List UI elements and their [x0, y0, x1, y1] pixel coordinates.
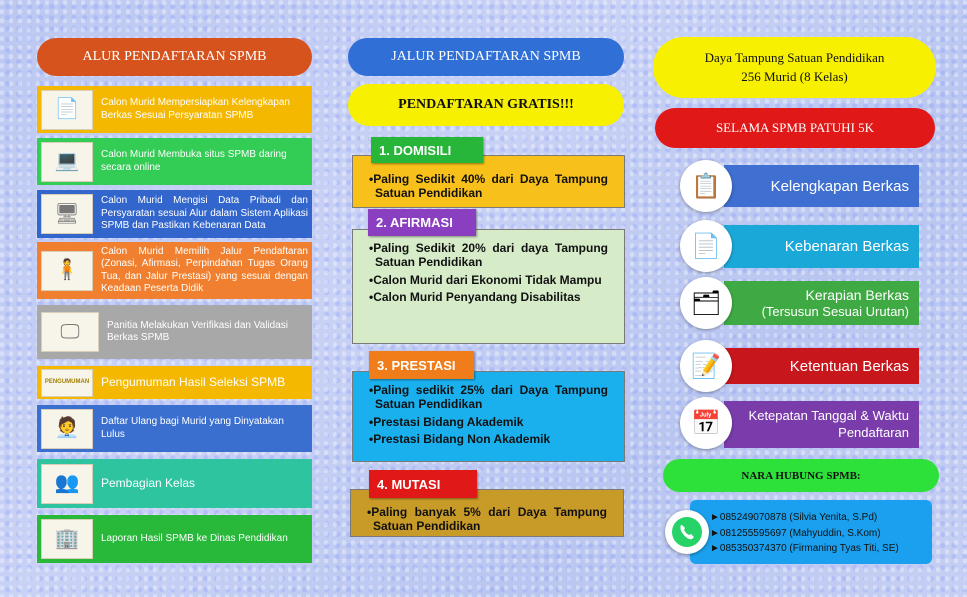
- rules-title: SELAMA SPMB PATUHI 5K: [655, 108, 935, 148]
- contact-line: ►085249070878 (Silvia Yenita, S.Pd): [710, 512, 878, 523]
- flow-step-text: Laporan Hasil SPMB ke Dinas Pendidikan: [101, 532, 288, 544]
- flow-step-7: [37, 405, 312, 452]
- route-item: •Paling banyak 5% dari Daya Tampung Satuan Pendidikan: [367, 505, 607, 533]
- checklist-icon: 📋: [680, 160, 732, 212]
- calendar-clock-icon: 📅: [680, 397, 732, 449]
- route-tag-mutasi: 4. MUTASI: [369, 470, 477, 498]
- rule-subtext: Pendaftaran: [838, 424, 909, 440]
- contact-line: ►081255595697 (Mahyuddin, S.Kom): [710, 527, 881, 539]
- route-item: •Paling Sedikit 20% dari daya Tampung Satuan Pendidikan: [369, 241, 608, 269]
- free-registration-banner: PENDAFTARAN GRATIS!!!: [348, 84, 624, 126]
- route-tag-prestasi: 3. PRESTASI: [369, 351, 474, 379]
- rule-text: Ketentuan Berkas: [789, 357, 909, 375]
- rule-bar-5: [724, 401, 919, 448]
- route-tag-afirmasi: 2. AFIRMASI: [368, 209, 476, 236]
- route-item: •Paling sedikit 25% dari Daya Tampung Satuan Pendidikan: [369, 383, 608, 411]
- flow-step-9: [37, 515, 312, 563]
- flow-step-text: Calon Murid Mengisi Data Pribadi dan Persyaratan sesuai Alur dalam Sistem Aplikasi SPMB dan Pastikan Kebenaran Data: [101, 195, 308, 232]
- route-item: •Calon Murid dari Ekonomi Tidak Mampu: [369, 272, 602, 287]
- rule-text: Ketepatan Tanggal & Waktu: [748, 407, 909, 423]
- folder-stack-icon: 🗂: [680, 277, 732, 329]
- capacity-line1: Daya Tampung Satuan Pendidikan: [704, 49, 885, 65]
- flow-step-text: Calon Murid Memilih Jalur Pendaftaran (Zonasi, Afirmasi, Perpindahan Tugas Orang Tua, dan Jalur Prestasi) yang sesuai dengan Keadaan Peserta Didik: [101, 245, 308, 294]
- route-item: •Paling Sedikit 40% dari Daya Tampung Satuan Pendidikan: [369, 172, 608, 200]
- rule-bar-2: [724, 225, 919, 268]
- rule-subtext: (Tersusun Sesuai Urutan): [761, 303, 909, 319]
- thinking-person-icon: 🧍: [41, 251, 93, 291]
- report-building-icon: 🏢: [41, 519, 93, 559]
- rule-text: Kerapian Berkas: [805, 286, 909, 303]
- route-box-prestasi: [352, 371, 625, 462]
- contact-title: NARA HUBUNG SPMB:: [663, 459, 939, 492]
- flow-step-1: [37, 86, 312, 133]
- flow-step-3: [37, 190, 312, 238]
- flow-step-4: [37, 242, 312, 299]
- document-icon: 📄: [680, 220, 732, 272]
- flow-step-2: [37, 138, 312, 185]
- route-item: •Calon Murid Penyandang Disabilitas: [369, 290, 581, 305]
- flow-step-text: Daftar Ulang bagi Murid yang Dinyatakan Lulus: [101, 416, 284, 440]
- flow-step-6: [37, 366, 312, 399]
- rule-bar-1: [724, 165, 919, 207]
- capacity-banner: [653, 37, 936, 98]
- group-people-icon: 👥: [41, 464, 93, 504]
- form-screen-icon: 🖥: [41, 194, 93, 234]
- route-box-afirmasi: [352, 229, 625, 344]
- monitor-check-icon: 🖵: [41, 312, 99, 352]
- flow-step-5: [37, 305, 312, 359]
- contact-line: ►085350374370 (Firmaning Tyas Titi, SE): [710, 543, 899, 554]
- rule-bar-3: [724, 281, 919, 325]
- contact-box: [690, 500, 932, 564]
- rule-text: Kelengkapan Berkas: [770, 177, 909, 195]
- capacity-line2: 256 Murid (8 Kelas): [741, 68, 848, 84]
- middle-title: JALUR PENDAFTARAN SPMB: [348, 38, 624, 76]
- whatsapp-icon: [665, 510, 709, 554]
- rule-bar-4: [724, 348, 919, 384]
- flow-step-text: Pengumuman Hasil Seleksi SPMB: [101, 375, 286, 389]
- route-item: •Prestasi Bidang Non Akademik: [369, 432, 551, 447]
- flow-step-text: Pembagian Kelas: [101, 476, 196, 490]
- registration-desk-icon: 🧑‍💼: [41, 409, 93, 449]
- rule-text: Kebenaran Berkas: [784, 238, 909, 255]
- announcement-icon: PENGUMUMAN: [41, 369, 93, 397]
- clipboard-pen-icon: 📝: [680, 340, 732, 392]
- route-tag-domisili: 1. DOMISILI: [371, 137, 483, 163]
- left-title: ALUR PENDAFTARAN SPMB: [37, 38, 312, 76]
- document-prep-icon: 📄: [41, 90, 93, 130]
- route-item: •Prestasi Bidang Akademik: [369, 414, 524, 429]
- flow-step-8: [37, 459, 312, 508]
- flow-step-text: Calon Murid Mempersiapkan Kelengkapan Berkas Sesuai Persyaratan SPMB: [101, 97, 290, 121]
- flow-step-text: Calon Murid Membuka situs SPMB daring secara online: [101, 149, 287, 173]
- laptop-user-icon: 💻: [41, 142, 93, 182]
- flow-step-text: Panitia Melakukan Verifikasi dan Validasi Berkas SPMB: [107, 319, 289, 343]
